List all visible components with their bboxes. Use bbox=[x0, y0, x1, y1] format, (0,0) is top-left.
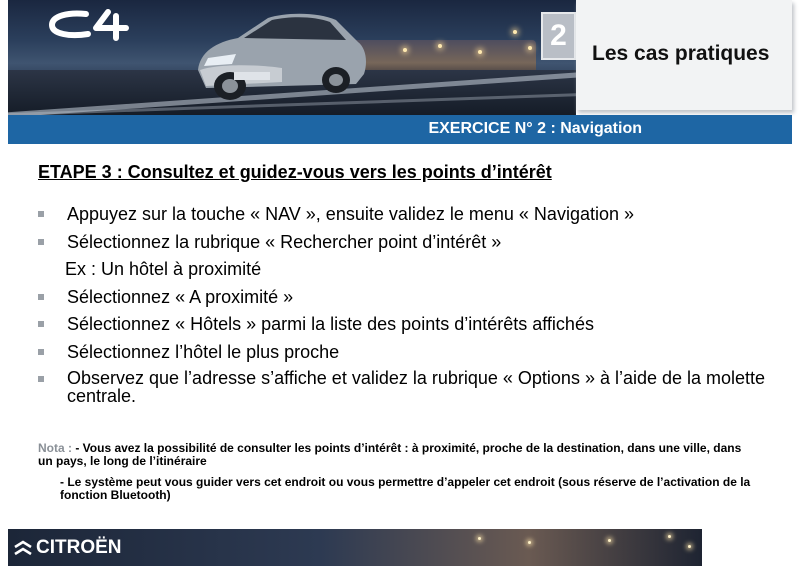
list-item bbox=[38, 342, 778, 362]
example-text: Ex : Un hôtel à proximité bbox=[65, 259, 262, 279]
nota-block bbox=[38, 442, 758, 502]
instruction-list bbox=[38, 204, 778, 413]
c4-model-logo bbox=[46, 8, 146, 42]
instruction-text: Observez que l’adresse s’affiche et validez la rubrique « Options » à l’aide de la molette centrale. bbox=[67, 368, 766, 406]
section-number-badge: 2 bbox=[541, 12, 576, 60]
list-item bbox=[38, 314, 778, 334]
list-item bbox=[38, 204, 778, 224]
bullet-square-icon bbox=[38, 294, 44, 300]
citroen-brand bbox=[14, 537, 122, 559]
bullet-square-icon bbox=[38, 321, 44, 327]
step-title: ETAPE 3 : Consultez et guidez-vous vers les points d’intérêt bbox=[38, 162, 552, 182]
bullet-square-icon bbox=[38, 349, 44, 355]
footer-banner bbox=[8, 529, 702, 566]
section-title: Les cas pratiques bbox=[592, 42, 770, 65]
list-item bbox=[38, 369, 778, 405]
example-line bbox=[38, 259, 778, 279]
header-banner-image bbox=[8, 0, 576, 115]
exercise-title: EXERCICE N° 2 : Navigation bbox=[428, 120, 642, 137]
list-item bbox=[38, 232, 778, 252]
brand-name: CITROËN bbox=[36, 537, 122, 558]
bullet-square-icon bbox=[38, 211, 44, 217]
nota-label: Nota : bbox=[38, 441, 72, 455]
bullet-square-icon bbox=[38, 376, 44, 382]
car-illustration bbox=[186, 8, 371, 103]
citroen-chevrons-icon bbox=[14, 540, 32, 556]
instruction-text: Sélectionnez « A proximité » bbox=[67, 286, 294, 307]
list-item bbox=[38, 287, 778, 307]
instruction-text: Appuyez sur la touche « NAV », ensuite validez le menu « Navigation » bbox=[67, 204, 634, 224]
nota-line-1: - Vous avez la possibilité de consulter les points d’intérêt : à proximité, proche de la destination, dans une ville, dans un pays, le long de l’itinéraire bbox=[38, 441, 742, 468]
bullet-square-icon bbox=[38, 239, 44, 245]
nota-line-2: - Le système peut vous guider vers cet endroit ou vous permettre d’appeler cet endroit (sous réserve de l’activation de la fonction Bluetooth) bbox=[60, 475, 751, 502]
instruction-text: Sélectionnez l’hôtel le plus proche bbox=[67, 341, 340, 362]
instruction-text: Sélectionnez la rubrique « Rechercher point d’intérêt » bbox=[67, 231, 502, 252]
instruction-text: Sélectionnez « Hôtels » parmi la liste des points d’intérêts affichés bbox=[67, 314, 594, 334]
exercise-bar bbox=[8, 115, 792, 144]
